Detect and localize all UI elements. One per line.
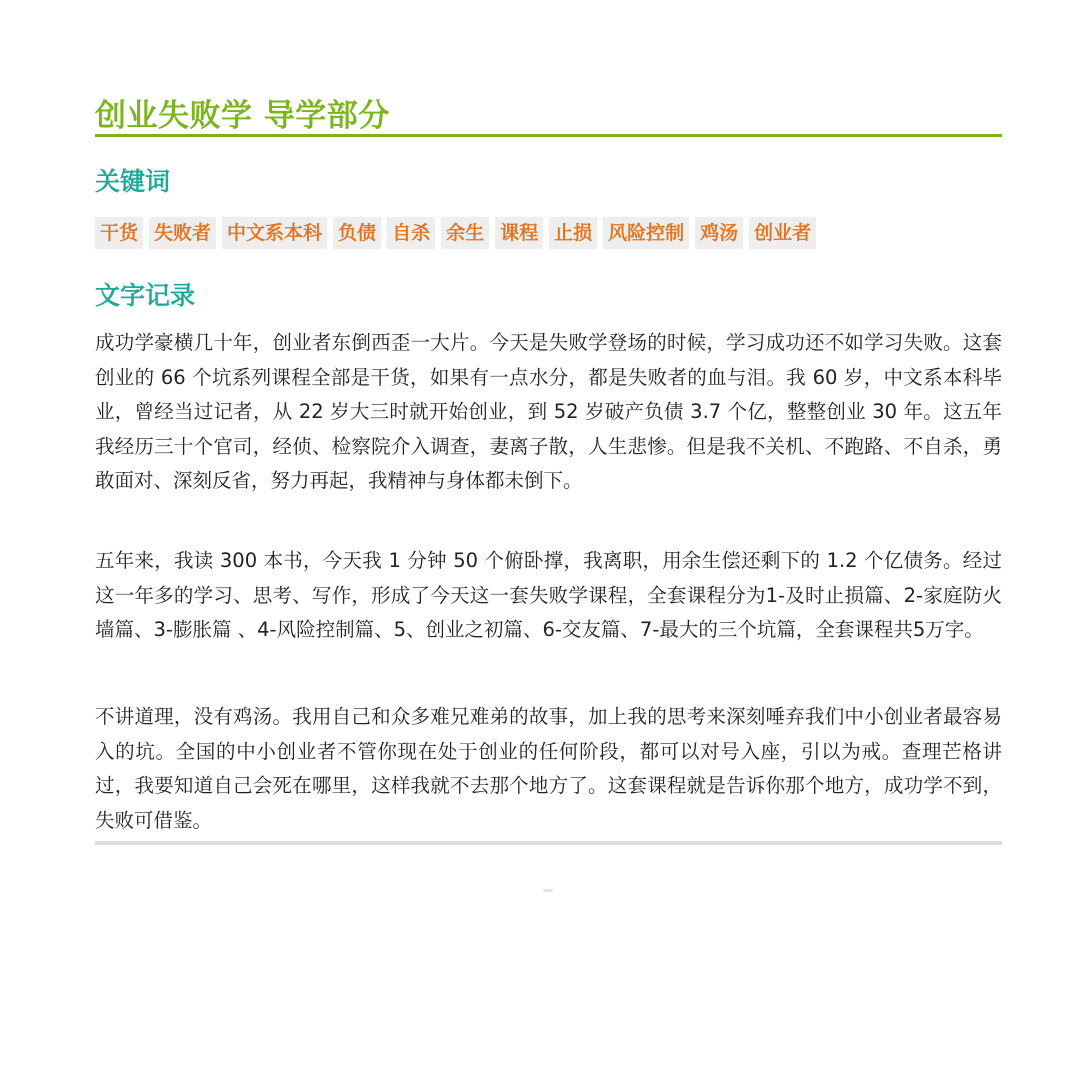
scan-speck <box>543 889 553 892</box>
keywords-heading: 关键词 <box>95 167 171 196</box>
keyword-tag: 自杀 <box>387 217 435 249</box>
keyword-tag: 创业者 <box>749 217 816 249</box>
transcript-paragraph-1: 成功学豪横几十年，创业者东倒西歪一大片。今天是失败学登场的时候，学习成功还不如学习失败。这套创业的 66 个坑系列课程全部是干货，如果有一点水分，都是失败者的血与泪。我 60 岁，中文系本科毕业，曾经当过记者，从 22 岁大三时就开始创业，到 52 岁破产负债 3.7 个亿，整整创业 30 年。这五年我经历三十个官司，经侦、检察院介入调查，妻离子散，人生悲惨。但是我不关机、不跑路、不自杀，勇敢面对、深刻反省，努力再起，我精神与身体都未倒下。 <box>95 331 1002 492</box>
keyword-tag: 鸡汤 <box>695 217 743 249</box>
page-title: 创业失败学 导学部分 <box>95 98 390 134</box>
keyword-tag: 干货 <box>95 217 143 249</box>
keyword-tag: 课程 <box>495 217 543 249</box>
keyword-tag: 负债 <box>333 217 381 249</box>
title-divider <box>95 134 1002 137</box>
transcript-paragraph-2: 五年来，我读 300 本书，今天我 1 分钟 50 个俯卧撑，我离职，用余生偿还剩下的 1.2 个亿债务。经过这一年多的学习、思考、写作，形成了今天这一套失败学课程，全套课程分为1-及时止损篇、2-家庭防火墙篇、3-膨胀篇 、4-风险控制篇、5、创业之初篇、6-交友篇、7-最大的三个坑篇，全套课程共5万字。 <box>95 549 1002 641</box>
keyword-tag: 余生 <box>441 217 489 249</box>
bottom-divider <box>95 841 1002 845</box>
keyword-tag: 止损 <box>549 217 597 249</box>
transcript-paragraph-3: 不讲道理，没有鸡汤。我用自己和众多难兄难弟的故事，加上我的思考来深刻唾弃我们中小创业者最容易入的坑。全国的中小创业者不管你现在处于创业的任何阶段，都可以对号入座，引以为戒。查理芒格讲过，我要知道自己会死在哪里，这样我就不去那个地方了。这套课程就是告诉你那个地方，成功学不到，失败可借鉴。 <box>95 705 1002 832</box>
keyword-tag: 中文系本科 <box>222 217 327 249</box>
keyword-tag-list <box>95 217 1002 249</box>
transcript-heading: 文字记录 <box>95 281 196 310</box>
keyword-tag: 风险控制 <box>603 217 689 249</box>
keyword-tag: 失败者 <box>149 217 216 249</box>
